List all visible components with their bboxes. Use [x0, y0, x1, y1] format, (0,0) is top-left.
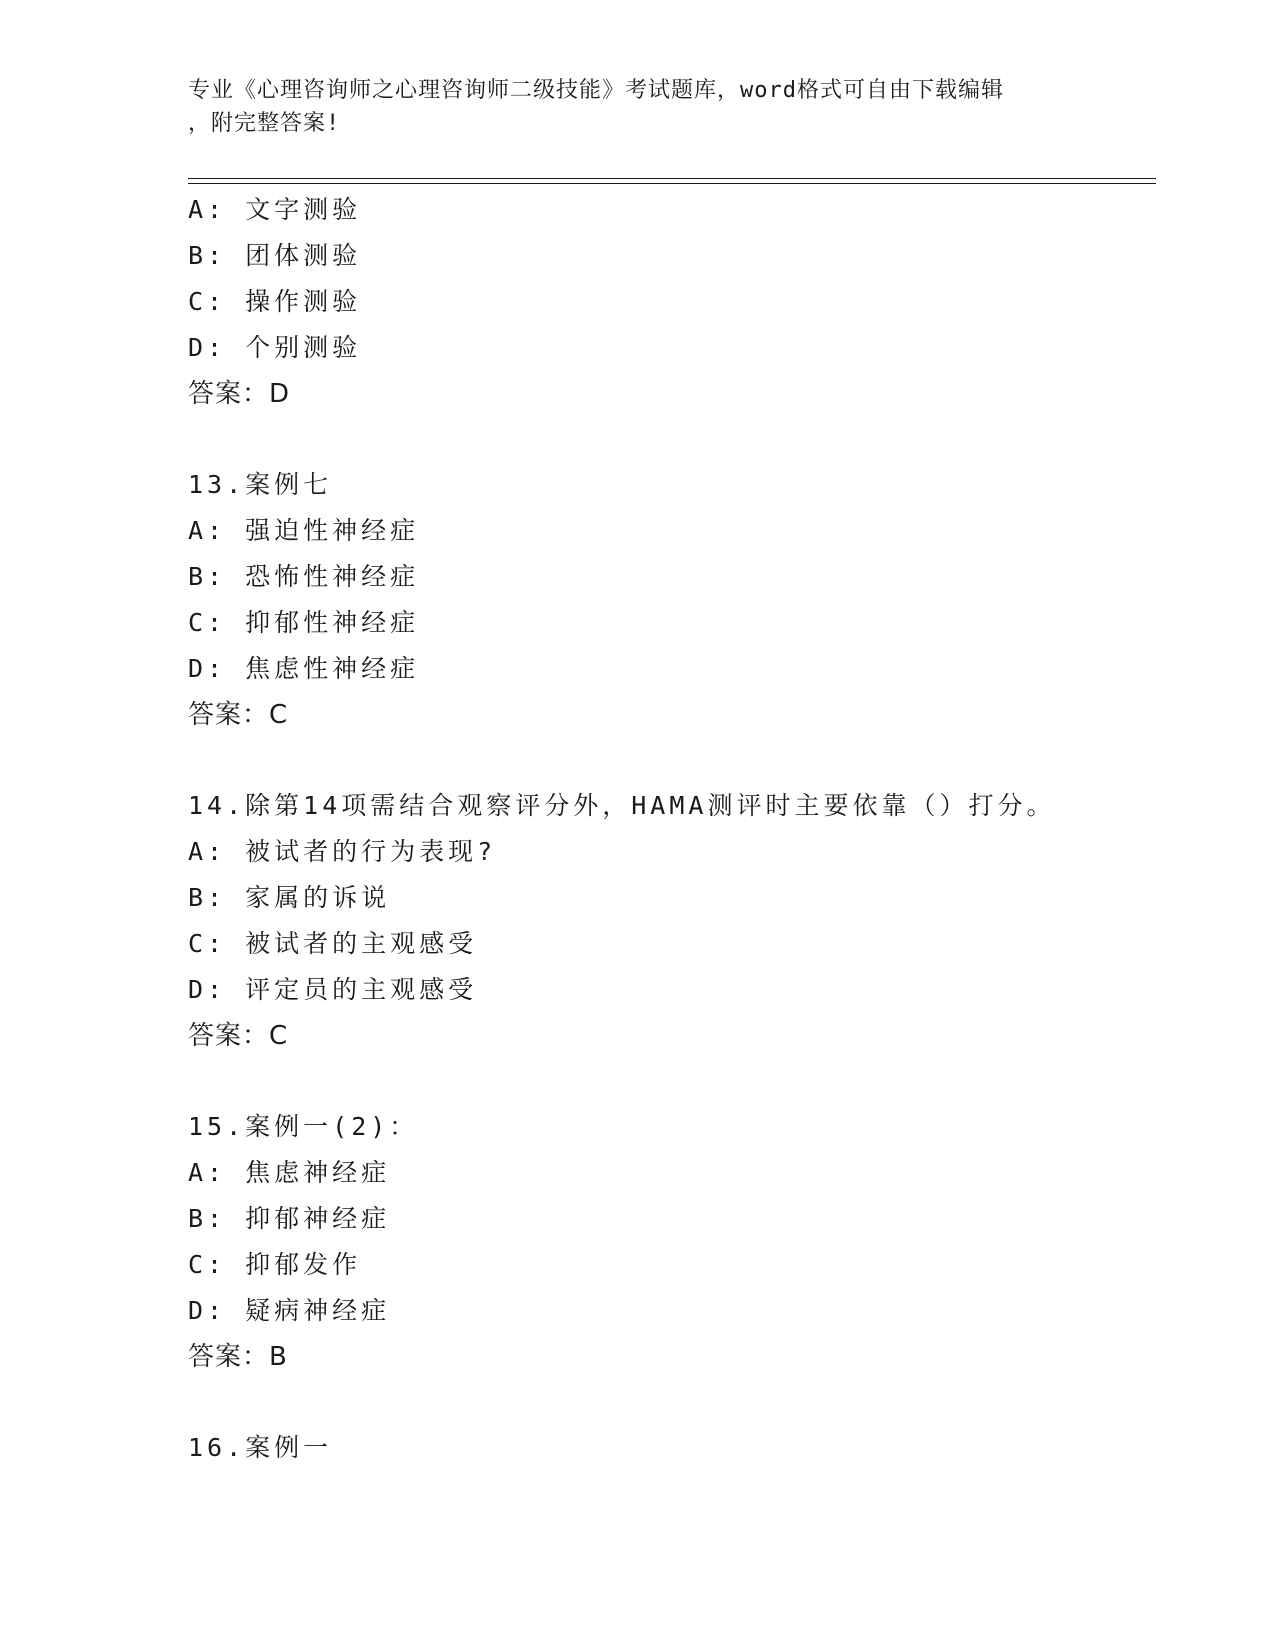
option-b: B: 家属的诉说	[188, 883, 391, 912]
option-b: B: 恐怖性神经症	[188, 562, 420, 591]
option-c: C: 抑郁发作	[188, 1250, 362, 1279]
question-title: 14.除第14项需结合观察评分外，HAMA测评时主要依靠（）打分。	[188, 791, 1056, 820]
question-title: 16.案例一	[188, 1433, 333, 1462]
option-b: B: 抑郁神经症	[188, 1204, 391, 1233]
question-title: 15.案例一(2)：	[188, 1112, 419, 1141]
option-d: D: 个别测验	[188, 333, 362, 362]
question-block-16	[188, 1425, 1148, 1471]
option-c: C: 操作测验	[188, 287, 362, 316]
spacer	[188, 1380, 1148, 1425]
document-header	[188, 74, 1068, 140]
header-line-2: ，附完整答案!	[188, 111, 341, 136]
spacer	[188, 417, 1148, 462]
answer-line: 答案：B	[188, 1342, 288, 1372]
option-d: D: 疑病神经症	[188, 1296, 391, 1325]
spacer	[188, 1059, 1148, 1104]
option-d: D: 评定员的主观感受	[188, 975, 478, 1004]
question-block-15	[188, 1104, 1148, 1380]
question-block-14	[188, 783, 1148, 1059]
option-a: A: 焦虑神经症	[188, 1158, 391, 1187]
answer-line: 答案：D	[188, 379, 291, 409]
question-list	[188, 187, 1148, 1471]
option-b: B: 团体测验	[188, 241, 362, 270]
header-divider-top	[188, 178, 1156, 179]
header-divider-bottom	[188, 183, 1156, 184]
answer-line: 答案：C	[188, 1021, 289, 1051]
option-a: A: 文字测验	[188, 195, 362, 224]
question-title: 13.案例七	[188, 470, 333, 499]
option-c: C: 被试者的主观感受	[188, 929, 478, 958]
option-d: D: 焦虑性神经症	[188, 654, 420, 683]
question-block-13	[188, 462, 1148, 738]
answer-line: 答案：C	[188, 700, 289, 730]
option-a: A: 强迫性神经症	[188, 516, 420, 545]
question-block-continued	[188, 187, 1148, 417]
header-line-1: 专业《心理咨询师之心理咨询师二级技能》考试题库，word格式可自由下载编辑	[188, 78, 1004, 103]
spacer	[188, 738, 1148, 783]
option-a: A: 被试者的行为表现?	[188, 837, 497, 866]
option-c: C: 抑郁性神经症	[188, 608, 420, 637]
